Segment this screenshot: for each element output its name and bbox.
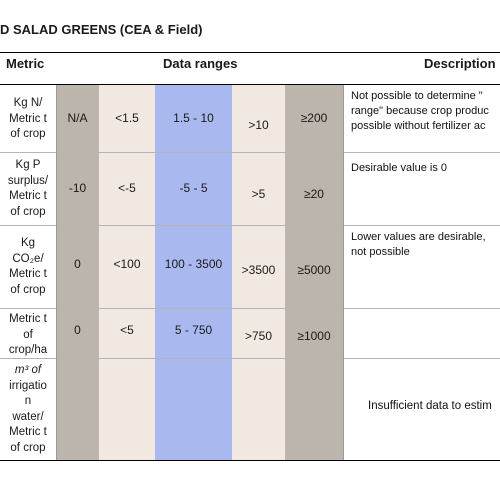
column-band-2 bbox=[99, 85, 155, 460]
description-cell: Not possible to determine " range" because crop produc possible without fertilizer ac bbox=[351, 90, 489, 132]
metric-cell: Kg P surplus/ Metric t of crop bbox=[7, 159, 49, 218]
value-cell: <1.5 bbox=[115, 111, 139, 125]
value-cell: 1.5 - 10 bbox=[173, 111, 214, 125]
bottom-rule bbox=[0, 460, 500, 461]
value-cell: >750 bbox=[244, 329, 273, 343]
header-data-ranges: Data ranges bbox=[163, 56, 238, 71]
value-cell: 5 - 750 bbox=[174, 323, 213, 337]
value-cell: 0 bbox=[74, 323, 81, 337]
value-cell: >3500 bbox=[241, 263, 276, 277]
value-cell: ≥200 bbox=[300, 111, 328, 125]
metric-cell: Kg CO₂e/ Metric t of crop bbox=[9, 237, 47, 296]
value-cell: >10 bbox=[248, 118, 269, 132]
row-separator bbox=[0, 152, 500, 153]
top-rule bbox=[0, 52, 500, 53]
value-cell: 100 - 3500 bbox=[164, 257, 223, 271]
column-band-1 bbox=[56, 85, 99, 460]
value-cell: ≥5000 bbox=[297, 263, 331, 277]
value-cell: 0 bbox=[74, 257, 81, 271]
row-separator bbox=[0, 225, 500, 226]
metric-cell: Metric t of crop/ha bbox=[8, 313, 48, 357]
column-separator bbox=[56, 85, 57, 460]
value-cell: N/A bbox=[67, 111, 88, 125]
header-description: Description bbox=[424, 56, 496, 71]
description-cell: Insufficient data to estim bbox=[368, 400, 492, 412]
row-separator bbox=[0, 308, 500, 309]
value-cell: <5 bbox=[120, 323, 134, 337]
value-cell: ≥20 bbox=[304, 187, 324, 201]
metric-cell: m³ of irrigatio n water/ Metric t of crop bbox=[9, 364, 47, 454]
table-title: D SALAD GREENS (CEA & Field) bbox=[0, 22, 203, 37]
value-cell: -10 bbox=[68, 181, 87, 195]
header-rule bbox=[0, 84, 500, 85]
value-cell: <-5 bbox=[118, 181, 136, 195]
description-cell: Desirable value is 0 bbox=[351, 162, 447, 174]
description-cell: Lower values are desirable, not possible bbox=[351, 231, 486, 258]
value-cell: >5 bbox=[251, 187, 266, 201]
metric-cell: Kg N/ Metric t of crop bbox=[9, 97, 47, 141]
header-metric: Metric bbox=[6, 56, 45, 71]
column-band-3 bbox=[155, 85, 232, 460]
value-cell: <100 bbox=[113, 257, 141, 271]
value-cell: -5 - 5 bbox=[179, 181, 208, 195]
column-separator bbox=[343, 85, 344, 460]
row-separator bbox=[0, 358, 500, 359]
value-cell: ≥1000 bbox=[297, 329, 331, 343]
